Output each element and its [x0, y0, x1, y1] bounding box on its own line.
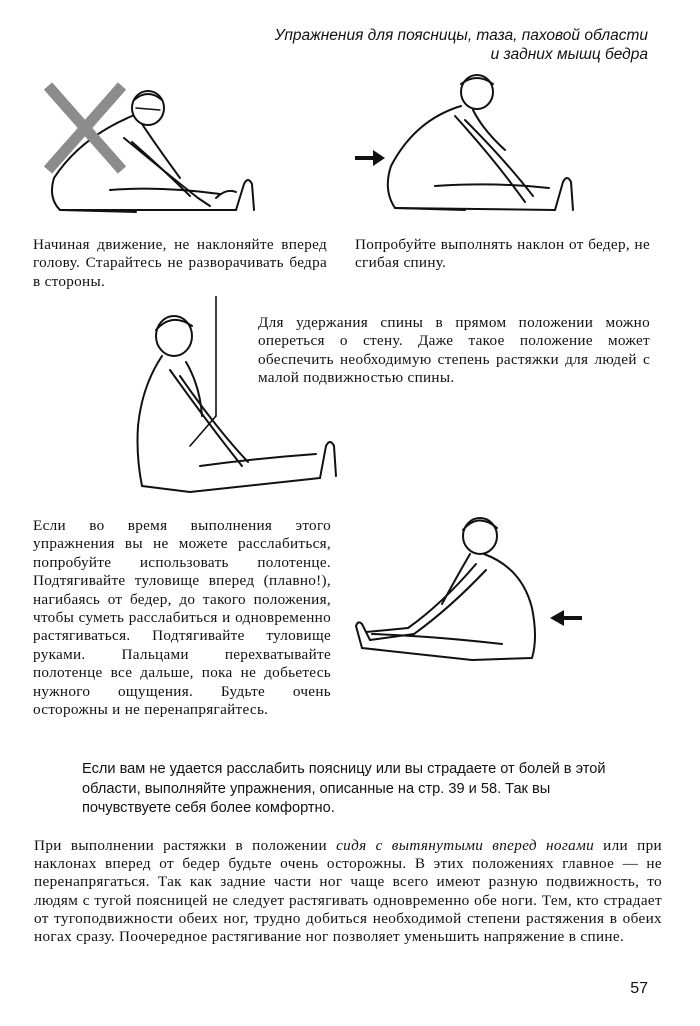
body-text-start: При выполнении растяжки в положении	[34, 837, 337, 854]
caption-wall-support: Для удержания спины в прямом положении можно опереться о стену. Даже такое положение может обеспечить необходимую степень растяжки для людей с малой подвижностью спины.	[258, 314, 650, 387]
figure-incorrect-forward-bend	[40, 78, 270, 228]
caption-correct-bend: Попробуйте выполнять наклон от бедер, не сгибая спину.	[355, 236, 650, 272]
note-lower-back-pain: Если вам не удается расслабить поясницу или вы страдаете от болей в этой области, выполняйте упражнения, описанные на стр. 39 и 58. Так вы почувствуете себя более комфортно.	[82, 761, 606, 816]
figure-towel-assisted-stretch	[352, 508, 592, 668]
figure-correct-forward-bend	[355, 70, 595, 230]
arrow-left-icon	[550, 610, 582, 626]
arrow-right-icon	[355, 150, 385, 166]
running-header	[275, 26, 648, 64]
cross-mark-icon	[48, 86, 122, 170]
header-line-2: и задних мышц бедра	[490, 46, 648, 63]
body-paragraph	[34, 837, 662, 946]
body-emphasis: сидя с вытянутыми вперед ногами	[336, 837, 595, 854]
body-text-end: или при наклонах вперед от бедер будьте очень осторожны. В этих положениях главное — не перенапрягаться. Так как задние части ног чаще всего имеют разную подвижность, то людям с тугой поясницей не следует растягивать одновременно обе ноги. Тем, кто страдает от тугоподвижности обеих ног, трудно добиться необходимой степени растяжения в обеих ногах сразу. Поочередное растягивание ног позволяет уменьшить напряжение в спине.	[34, 837, 663, 946]
header-line-1: Упражнения для поясницы, таза, паховой области	[274, 27, 648, 44]
caption-incorrect-bend: Начиная движение, не наклоняйте вперед голову. Старайтесь не разворачивать бедра в стороны.	[33, 236, 327, 290]
caption-towel: Если во время выполнения этого упражнения вы не можете расслабиться, попробуйте использовать полотенце. Подтягивайте туловище вперед (плавно!), нагибаясь от бедер, до такого положения, чтобы суметь расслабиться и одновременно растягиваться. Подтягивайте туловище руками. Пальцами перехватывайте полотенце все дальше, пока не добьетесь нужного ощущения. Будьте очень осторожны и не перенапрягайтесь.	[33, 517, 331, 719]
page-number: 57	[630, 980, 648, 997]
